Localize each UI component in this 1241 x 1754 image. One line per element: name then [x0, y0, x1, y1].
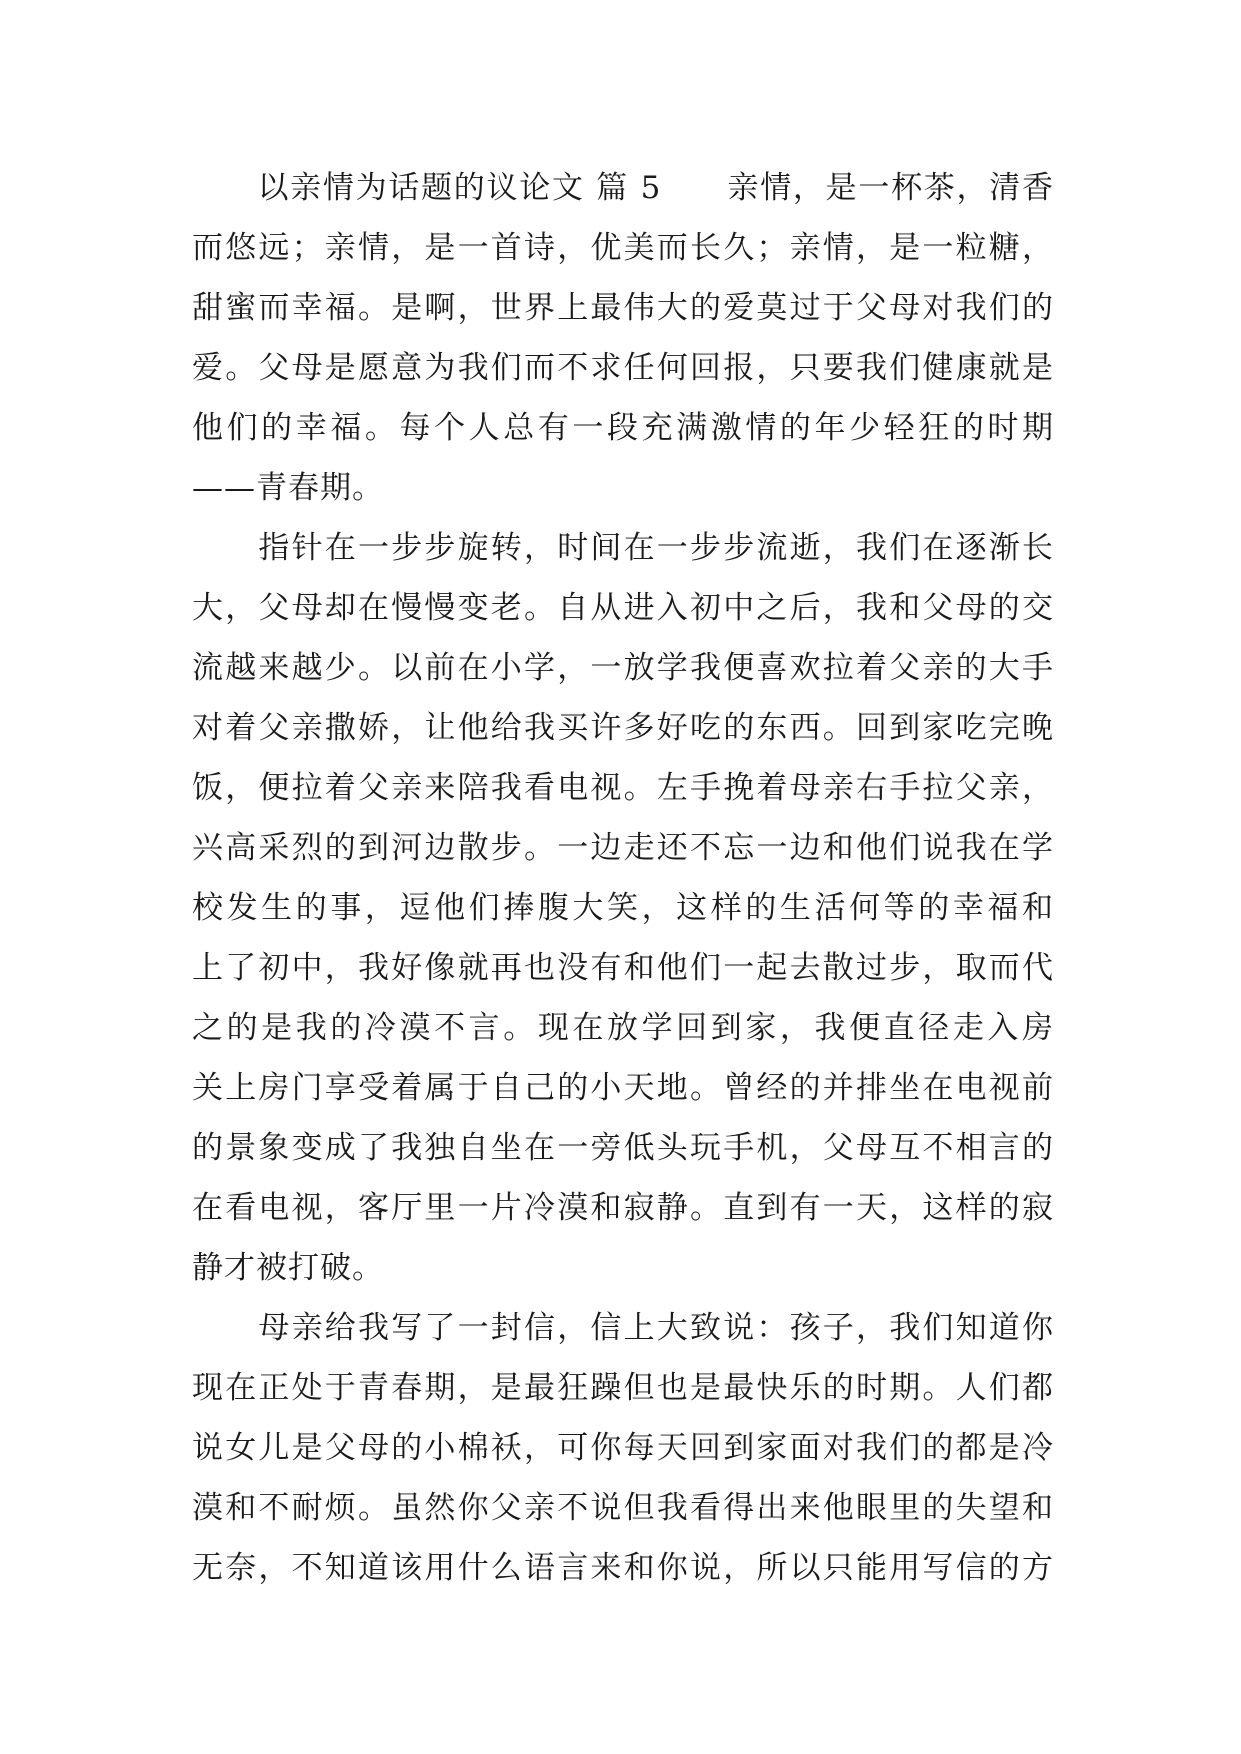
document-body [192, 158, 1054, 1598]
paragraph-3 [192, 1298, 1054, 1598]
paragraph-2 [192, 518, 1054, 1298]
text-line: 指针在一步步旋转，时间在一步步流逝，我们在逐渐长 [192, 530, 1054, 566]
text-line: 大，父母却在慢慢变老。自从进入初中之后，我和父母的交 [192, 590, 1054, 626]
text-line: 他们的幸福。每个人总有一段充满激情的年少轻狂的时期 [192, 410, 1054, 446]
text-line: 的景象变成了我独自坐在一旁低头玩手机，父母互不相言的 [192, 1130, 1054, 1166]
text-line: 之的是我的冷漠不言。现在放学回到家，我便直径走入房 [192, 1010, 1054, 1046]
text-line: 说女儿是父母的小棉袄，可你每天回到家面对我们的都是冷 [192, 1430, 1054, 1466]
paragraph-1 [192, 158, 1054, 518]
text-line: 爱。父母是愿意为我们而不求任何回报，只要我们健康就是 [192, 350, 1054, 386]
text-line: 漠和不耐烦。虽然你父亲不说但我看得出来他眼里的失望和 [192, 1490, 1054, 1526]
text-line: 母亲给我写了一封信，信上大致说：孩子，我们知道你 [192, 1310, 1054, 1346]
text-line: 无奈，不知道该用什么语言来和你说，所以只能用写信的方 [192, 1550, 1054, 1586]
text-line: 而悠远；亲情，是一首诗，优美而长久；亲情，是一粒糖， [192, 230, 1054, 266]
text-line: 在看电视，客厅里一片冷漠和寂静。直到有一天，这样的寂 [192, 1190, 1054, 1226]
text-line: 饭，便拉着父亲来陪我看电视。左手挽着母亲右手拉父亲， [192, 770, 1054, 806]
text-line: 静才被打破。 [192, 1250, 384, 1286]
text-line: 甜蜜而幸福。是啊，世界上最伟大的爱莫过于父母对我们的 [192, 290, 1054, 326]
text-line: 兴高采烈的到河边散步。一边走还不忘一边和他们说我在学 [192, 830, 1054, 866]
text-line: 上了初中，我好像就再也没有和他们一起去散过步，取而代 [192, 950, 1054, 986]
text-line: 校发生的事，逗他们捧腹大笑，这样的生活何等的幸福和 [192, 890, 1054, 926]
text-line: 现在正处于青春期，是最狂躁但也是最快乐的时期。人们都 [192, 1370, 1054, 1406]
text-line: 流越来越少。以前在小学，一放学我便喜欢拉着父亲的大手 [192, 650, 1054, 686]
text-line: 关上房门享受着属于自己的小天地。曾经的并排坐在电视前 [192, 1070, 1054, 1106]
text-line: 对着父亲撒娇，让他给我买许多好吃的东西。回到家吃完晚 [192, 710, 1054, 746]
text-line: ——青春期。 [192, 470, 384, 506]
text-line: 以亲情为话题的议论文 篇 5 亲情，是一杯茶，清香 [192, 170, 1054, 206]
